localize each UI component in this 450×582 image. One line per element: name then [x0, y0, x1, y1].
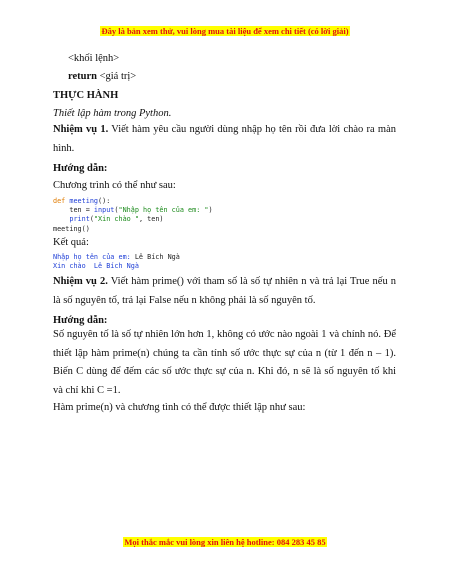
return-keyword: return [68, 71, 97, 82]
task1-paragraph [53, 121, 396, 158]
output-line-2: Xin chào Lê Bích Ngà [53, 262, 139, 271]
footer-banner: Mọi thắc mắc vui lòng xin liên hệ hotline: 084 283 45 85 [124, 537, 326, 547]
task1-code-block [53, 197, 213, 234]
task2-closing: Hàm prime(n) và chương tình có thể được thiết lập như sau: [53, 402, 306, 413]
syntax-return-line [68, 70, 136, 84]
task1-output-block [53, 253, 180, 271]
task1-label: Nhiệm vụ 1. [53, 124, 109, 135]
task1-guide-heading: Hướng dẫn: [53, 163, 108, 174]
task1-program-intro: Chương trình có thể như sau: [53, 180, 176, 191]
practice-heading: THỰC HÀNH [53, 90, 119, 101]
practice-subtitle: Thiết lập hàm trong Python. [53, 108, 172, 119]
code-line-1: def meeting(): [53, 197, 111, 205]
task2-paragraph [53, 273, 396, 310]
code-line-3: print("Xin chào ", ten) [69, 215, 164, 224]
task1-text: Viết hàm yêu cầu người dùng nhập họ tên rồi đưa lời chào ra màn hình. [53, 124, 396, 154]
task2-guide-text: Số nguyên tố là số tự nhiên lớn hơn 1, không có ước nào ngoài 1 và chính nó. Để thiết lập hàm prime(n) chúng ta cần tính số ước thực sự của n (từ 1 đến n – 1). Biến C dùng để đếm các số ước thực sự của n. Khi đó, n sẽ là số nguyên tố khi và chỉ khi C =1. [53, 329, 396, 396]
header-banner: Đây là bản xem thử, vui lòng mua tài liệu để xem chi tiết (có lời giải) [101, 26, 349, 36]
code-line-2: ten = input("Nhập họ tên của em: ") [53, 206, 213, 215]
return-value: <giá trị> [96, 71, 137, 82]
task1-result-label: Kết quả: [53, 237, 89, 248]
task2-label: Nhiệm vụ 2. [53, 276, 108, 287]
code-line-4: meeting() [53, 224, 90, 233]
syntax-block-line: <khối lệnh> [68, 53, 120, 64]
output-line-1: Nhập họ tên của em: Lê Bích Ngà [53, 253, 180, 261]
task2-guide-heading: Hướng dẫn: [53, 315, 108, 326]
task2-text: Viết hàm prime() với tham số là số tự nhiên n và trả lại True nếu n là số nguyên tố, trả lại False nếu n không phải là số nguyên tố. [53, 276, 397, 306]
